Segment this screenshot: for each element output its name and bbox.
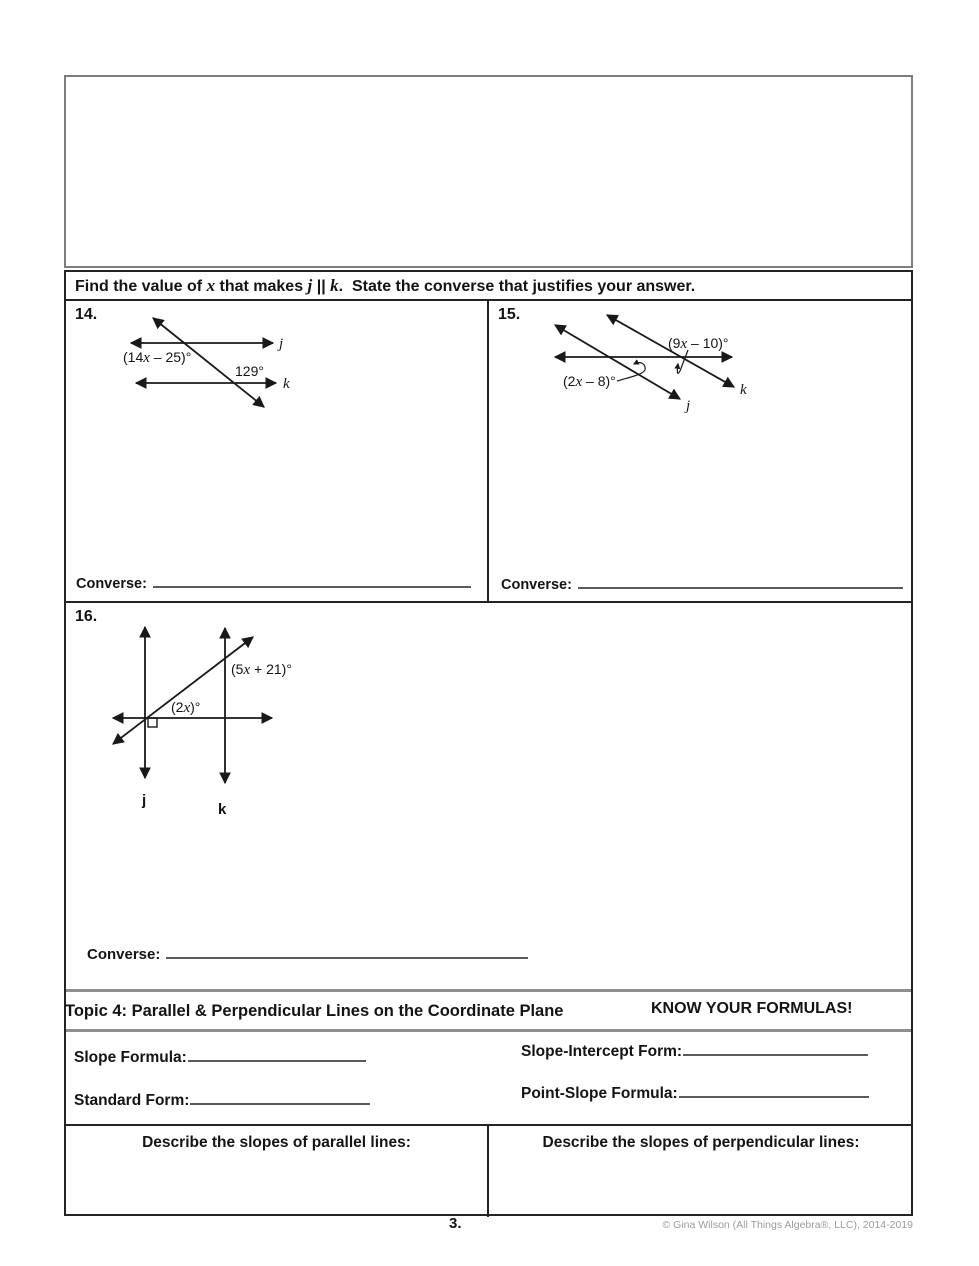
converse-row-14 (76, 573, 471, 592)
line-k-15 (607, 315, 734, 387)
var-x: x (206, 276, 216, 295)
line-k-label-15: k (740, 382, 747, 398)
instructions-row (66, 272, 911, 301)
page-number: 3. (449, 1215, 462, 1232)
angle-label-9x-10: (9x – 10)° (668, 335, 729, 352)
converse-label-14: Converse: (76, 576, 147, 592)
leader-arrow-9x-10 (677, 350, 688, 373)
point-slope-row (521, 1083, 869, 1103)
top-right-box (336, 75, 913, 268)
standard-form-row (74, 1090, 370, 1110)
angle-label-2x-8: (2x – 8)° (563, 373, 616, 390)
diagram-14 (115, 308, 315, 420)
formulas-section (66, 1032, 911, 1124)
diagonal-line-16 (113, 637, 253, 744)
converse-label-16: Converse: (87, 946, 161, 963)
instruction-text: Find the value of (75, 278, 207, 295)
converse-row-16 (87, 944, 528, 963)
copyright-text: © Gina Wilson (All Things Algebra®, LLC), 2014-2019 (662, 1219, 913, 1231)
diagram-16 (105, 618, 317, 823)
angle-label-5x-21: (5x + 21)° (231, 661, 292, 678)
problem-14-number: 14. (75, 306, 98, 323)
perpendicular-slopes-box (491, 1126, 911, 1217)
know-your-formulas-banner: KNOW YOUR FORMULAS! (651, 1000, 853, 1017)
line-k-label-14: k (283, 376, 290, 392)
slope-intercept-label: Slope-Intercept Form: (521, 1043, 683, 1060)
parallel-symbol: || (312, 278, 331, 295)
slope-formula-row (74, 1047, 366, 1067)
converse-blank-15 (578, 574, 903, 589)
slope-formula-label: Slope Formula: (74, 1049, 187, 1066)
converse-label-15: Converse: (501, 577, 572, 593)
standard-form-label: Standard Form: (74, 1092, 190, 1109)
leader-arrow-2x-8 (617, 363, 645, 381)
top-left-box (64, 75, 338, 268)
describe-slopes-row (66, 1124, 911, 1217)
perpendicular-slopes-header: Describe the slopes of perpendicular lines: (542, 1134, 860, 1151)
parallel-slopes-header: Describe the slopes of parallel lines: (142, 1134, 411, 1151)
var-k: k (330, 276, 339, 295)
topic-title: Topic 4: Parallel & Perpendicular Lines on the Coordinate Plane (65, 1002, 564, 1020)
standard-form-blank (190, 1090, 370, 1105)
problem-16-number: 16. (75, 608, 98, 625)
var-j: j (307, 276, 313, 295)
converse-blank-14 (153, 573, 471, 588)
parallel-slopes-box (66, 1126, 489, 1217)
problem-15-number: 15. (498, 306, 521, 323)
angle-label-129: 129° (235, 363, 264, 379)
slope-intercept-blank (683, 1041, 868, 1056)
line-k-label-16: k (218, 801, 227, 818)
instruction-text: that makes (215, 278, 308, 295)
right-angle-mark (148, 718, 157, 727)
slope-intercept-row (521, 1041, 868, 1061)
point-slope-blank (679, 1083, 869, 1098)
angle-label-14x-25: (14x – 25)° (123, 349, 192, 366)
converse-row-15 (501, 574, 903, 593)
instruction-text: . State the converse that justifies your answer. (338, 278, 696, 295)
topic-band (66, 992, 911, 1032)
line-j-label-14: j (279, 336, 284, 352)
angle-label-2x: (2x)° (171, 699, 201, 716)
point-slope-label: Point-Slope Formula: (521, 1085, 678, 1102)
line-j-label-15: j (686, 398, 691, 414)
line-j-label-16: j (142, 792, 147, 809)
slope-formula-blank (188, 1047, 366, 1062)
diagram-15 (545, 305, 757, 417)
converse-blank-16 (166, 944, 528, 959)
